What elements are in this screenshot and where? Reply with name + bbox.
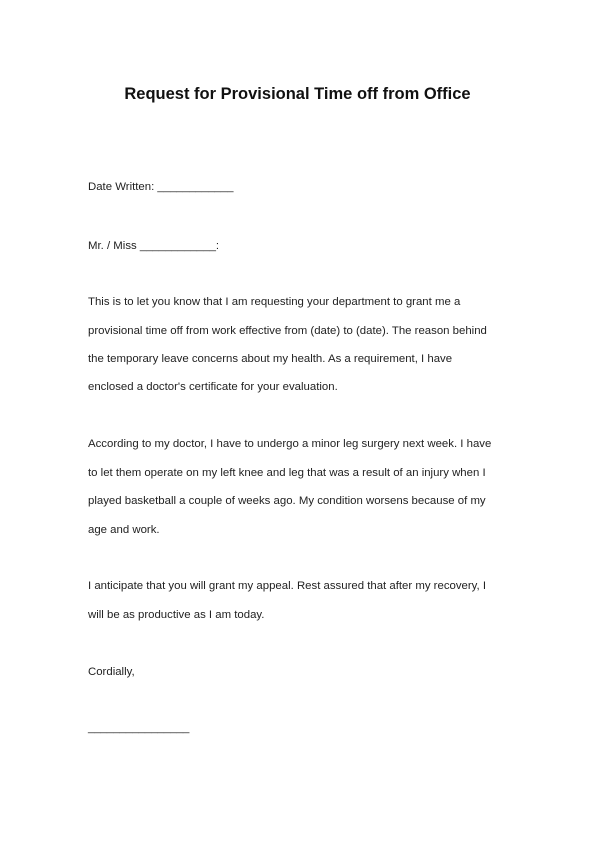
paragraph2-line: According to my doctor, I have to undergo a minor leg surgery next week. I have [88, 438, 492, 450]
paragraph2-line: to let them operate on my left knee and leg that was a result of an injury when I [88, 467, 486, 479]
paragraph3-line: will be as productive as I am today. [88, 609, 265, 621]
closing-text: Cordially, [88, 666, 135, 678]
signature-line: ________________ [88, 722, 190, 734]
paragraph1-line: enclosed a doctor's certificate for your evaluation. [88, 381, 338, 393]
letter-title: Request for Provisional Time off from Office [124, 85, 471, 103]
paragraph2-line: age and work. [88, 524, 160, 536]
paragraph1-line: This is to let you know that I am requesting your department to grant me a [88, 296, 461, 308]
paragraph3-line: I anticipate that you will grant my appeal. Rest assured that after my recovery, I [88, 580, 487, 592]
paragraph2-line: played basketball a couple of weeks ago. My condition worsens because of my [88, 495, 486, 507]
date-written-line: Date Written: ____________ [88, 181, 234, 193]
salutation-line: Mr. / Miss ____________: [88, 240, 220, 252]
paragraph1-line: provisional time off from work effective from (date) to (date). The reason behind [88, 325, 487, 337]
paragraph1-line: the temporary leave concerns about my health. As a requirement, I have [88, 353, 453, 365]
